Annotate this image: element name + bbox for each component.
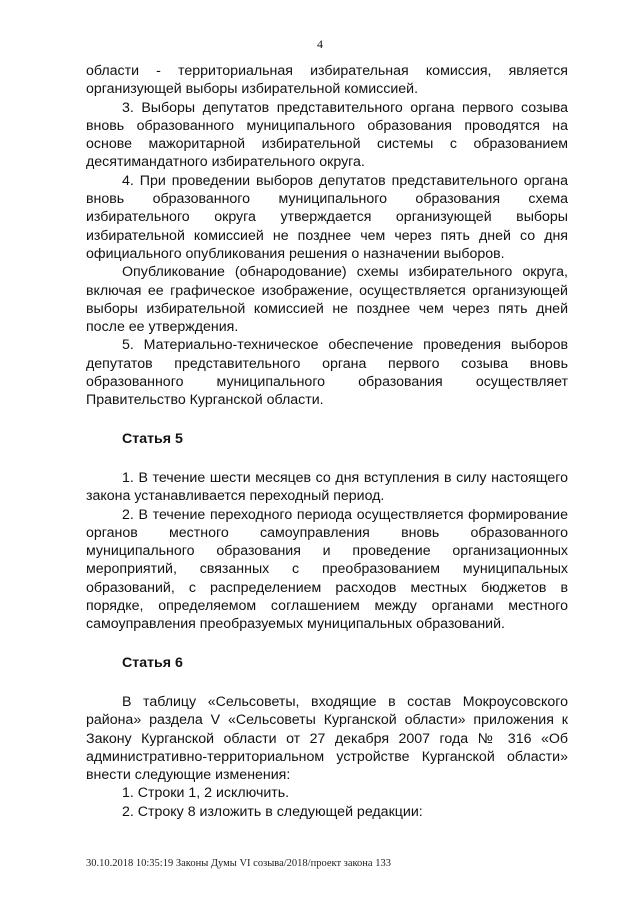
paragraph: 1. В течение шести месяцев со дня вступления в силу настоящего закона устанавливается переходный период. bbox=[86, 469, 568, 505]
document-body bbox=[86, 62, 568, 821]
paragraph: 2. В течение переходного периода осуществляется формирование органов местного самоуправления вновь образованного муниципального образования и проведение организационных мероприятий, связанных с преобразованием муниципальных образований, с распределением расходов местных бюджетов в порядке, определяемом соглашением между органами местного самоуправления преобразуемых муниципальных образований. bbox=[86, 506, 568, 633]
paragraph: Опубликование (обнародование) схемы избирательного округа, включая ее графическое изображение, осуществляется организующей выборы избирательной комиссией не позднее чем через пять дней после ее утверждения. bbox=[86, 264, 568, 336]
paragraph: В таблицу «Сельсоветы, входящие в состав Мокроусовского района» раздела V «Сельсоветы Курганской области» приложения к Закону Курганской области от 27 декабря 2007 года № 316 «Об административно-территориальном устройстве Курганской области» внести следующие изменения: bbox=[86, 693, 568, 784]
article-6-title: Статья 6 bbox=[122, 654, 183, 671]
paragraph: 5. Материально-техническое обеспечение проведения выборов депутатов представительного органа первого созыва вновь образованного муниципального образования осуществляет Правительство Курганской области. bbox=[86, 337, 568, 409]
paragraph: области - территориальная избирательная комиссия, является организующей выборы избирательной комиссией. bbox=[86, 63, 568, 98]
footer-file-path: 30.10.2018 10:35:19 Законы Думы VI созыва/2018/проект закона 133 bbox=[86, 858, 391, 869]
list-item: 2. Строку 8 изложить в следующей редакции: bbox=[122, 803, 423, 820]
page-number: 4 bbox=[317, 37, 323, 51]
paragraph: 4. При проведении выборов депутатов представительного органа вновь образованного муниципального образования схема избирательного округа утверждается организующей выборы избирательной комиссией не позднее чем через пять дней со дня официального опубликования решения о назначении выборов. bbox=[86, 172, 568, 262]
paragraph: 3. Выборы депутатов представительного органа первого созыва вновь образованного муниципального образования проводятся на основе мажоритарной избирательной системы с образованием десятимандатного избирательного округа. bbox=[86, 99, 568, 171]
article-5-title: Статья 5 bbox=[122, 430, 183, 447]
list-item: 1. Строки 1, 2 исключить. bbox=[122, 785, 290, 802]
